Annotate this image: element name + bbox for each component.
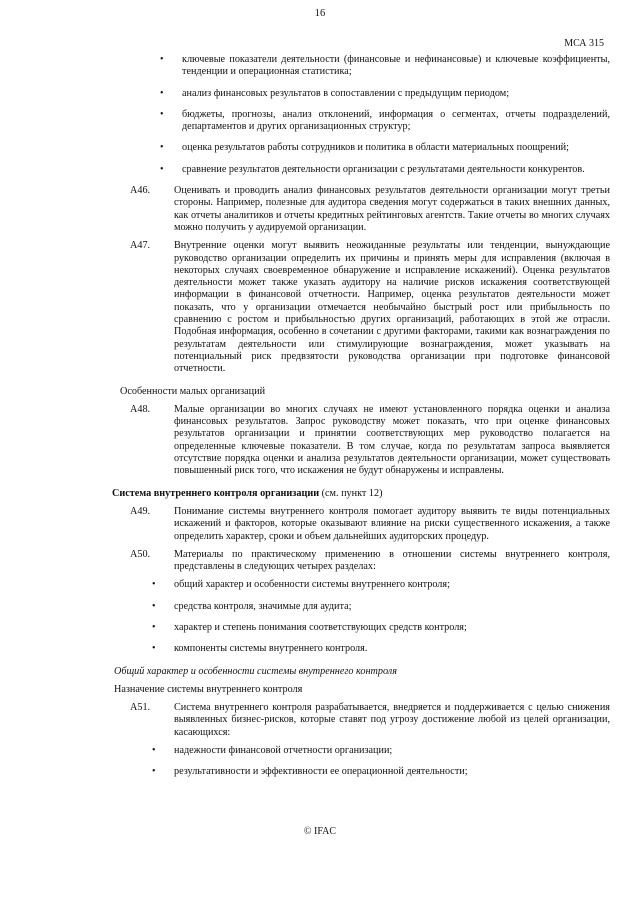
bullet-icon: • <box>152 600 156 612</box>
list-item: • анализ финансовых результатов в сопоставлении с предыдущим периодом; <box>108 88 610 100</box>
list-item: • сравнение результатов деятельности организации с результатами деятельности конкурентов. <box>108 164 610 176</box>
bullet-icon: • <box>152 643 156 655</box>
section-heading-general-nature: Общий характер и особенности системы внутреннего контроля <box>114 665 397 677</box>
list-item: • компоненты системы внутреннего контроля. <box>108 643 610 655</box>
a50-list <box>108 579 610 655</box>
paragraph-a50 <box>108 549 610 574</box>
paragraph-number: A49. <box>130 505 151 517</box>
paragraph-text: Понимание системы внутреннего контроля помогает аудитору выявить те виды потенциальных искажений и факторов, которые оказывают влияние на риски существенного искажения, а также определить характер, сроки и объем дальнейших аудиторских процедур. <box>174 505 610 542</box>
paragraph-a47 <box>108 240 610 375</box>
paragraph-number: A46. <box>130 185 151 197</box>
paragraph-a46 <box>108 185 610 234</box>
page-number: 16 <box>314 8 326 19</box>
bullet-icon: • <box>152 579 156 591</box>
page-content <box>108 54 610 788</box>
paragraph-text: Система внутреннего контроля разрабатывается, внедряется и поддерживается с целью снижения выявленных бизнес-рисков, которые ставят под угрозу достижение любой из целей организации, касающихся: <box>174 702 610 738</box>
list-item: • бюджеты, прогнозы, анализ отклонений, информация о сегментах, отчеты подразделений, департаментов и других организационных структур; <box>108 109 610 134</box>
paragraph-number: A51. <box>130 702 151 714</box>
paragraph-a49 <box>108 506 610 543</box>
paragraph-a51 <box>108 702 610 739</box>
bullet-icon: • <box>152 621 156 633</box>
section-heading-small-entities: Особенности малых организаций <box>120 385 266 397</box>
copyright-footer: © IFAC <box>303 826 337 837</box>
bullet-icon: • <box>160 163 164 175</box>
section-heading-internal-control: Система внутреннего контроля организации (см. пункт 12) <box>112 487 383 499</box>
a51-list <box>108 745 610 779</box>
paragraph-number: A50. <box>130 548 151 560</box>
paragraph-number: A47. <box>130 240 151 252</box>
paragraph-text: Оценивать и проводить анализ финансовых результатов деятельности организации могут третьи стороны. Например, полезные для аудитора сведения могут содержаться в таких внешних данных, как отчеты аналитиков и отчеты кредитных рейтинговых агентств. Такие отчеты во многих случаях можно получить у аудируемой организации. <box>174 185 610 233</box>
paragraph-text: Малые организации во многих случаях не имеют установленного порядка оценки и анализа финансовых результатов. Запрос руководству может показать, что при оценке финансовых результатов организации и принятии соответствующих мер руководство полагается на определенные ключевые показатели. В том случае, когда по результатам запроса выявляется отсутствие порядка оценки и анализа результатов деятельности организации, может существовать повышенный риск того, что искажения не будут обнаружены и исправлены. <box>174 403 610 477</box>
bullet-icon: • <box>160 87 164 99</box>
list-item: • ключевые показатели деятельности (финансовые и нефинансовые) и ключевые коэффициенты, тенденции и операционная статистика; <box>108 54 610 79</box>
paragraph-a48 <box>108 404 610 478</box>
list-item: • средства контроля, значимые для аудита; <box>108 601 610 613</box>
list-item: • характер и степень понимания соответствующих средств контроля; <box>108 622 610 634</box>
bullet-icon: • <box>152 766 156 778</box>
bullet-icon: • <box>160 54 164 65</box>
paragraph-text: Материалы по практическому применению в отношении системы внутреннего контроля, представлены в следующих четырех разделах: <box>174 548 610 573</box>
section-heading-purpose: Назначение системы внутреннего контроля <box>114 683 303 695</box>
bullet-icon: • <box>160 108 164 120</box>
paragraph-number: A48. <box>130 403 151 415</box>
list-item: • оценка результатов работы сотрудников и политика в области материальных поощрений; <box>108 142 610 154</box>
bullet-icon: • <box>160 142 164 154</box>
paragraph-text: Внутренние оценки могут выявить неожиданные результаты или тенденции, вынуждающие руководство организации определить их причины и принять меры для исправления (включая в некоторых случаях своевременное обнаружение и исправление искажений). Оценка результатов деятельности может также указать аудитору на наличие рисков искажения соответствующей информации в финансовой отчетности. Например, оценка результатов деятельности может показать, что у организации отмечается необычайно быстрый рост или прибыльность по сравнению с ростом и прибыльностью других организаций, работающих в этой же отрасли. Подобная информация, особенно в сочетании с другими факторами, такими как вознаграждения по результатам деятельности или стимулирующие вознаграждения, может указывать на потенциальный риск предвзятости руководства организации при подготовке финансовой отчетности. <box>174 240 610 375</box>
list-item: • общий характер и особенности системы внутреннего контроля; <box>108 579 610 591</box>
list-item: • результативности и эффективности ее операционной деятельности; <box>108 766 610 778</box>
document-code: МСА 315 <box>564 38 604 49</box>
list-item: • надежности финансовой отчетности организации; <box>108 745 610 757</box>
bullet-icon: • <box>152 745 156 757</box>
